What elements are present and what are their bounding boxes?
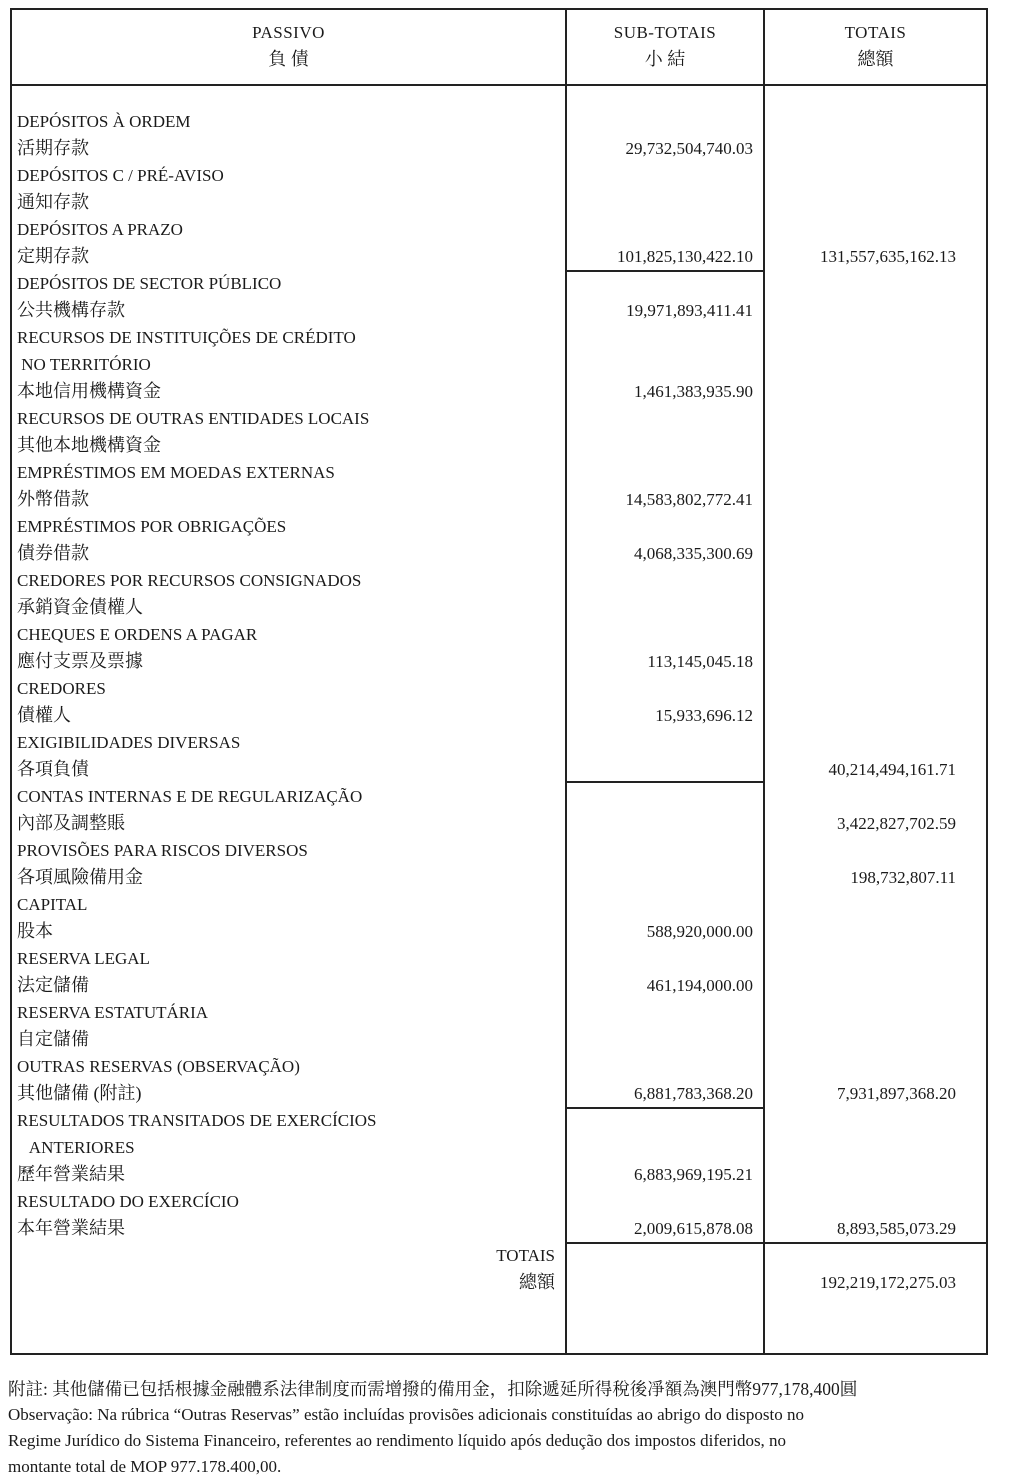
table-row-line xyxy=(12,243,986,270)
table-row-line xyxy=(12,405,986,432)
table-row-line xyxy=(12,459,986,486)
subtotal-value xyxy=(565,837,763,864)
total-value xyxy=(763,135,986,162)
table-row-line xyxy=(12,594,986,621)
table-row-line xyxy=(12,810,986,837)
row-label: EMPRÉSTIMOS POR OBRIGAÇÕES xyxy=(17,517,287,536)
subtotal-value: 113,145,045.18 xyxy=(647,652,753,671)
row-label: 本地信用機構資金 xyxy=(17,381,161,401)
table-row-line xyxy=(12,621,986,648)
total-value xyxy=(763,837,986,864)
header-subtotais-pt: SUB-TOTAIS xyxy=(613,23,717,42)
subtotal-value xyxy=(565,783,763,810)
row-label: 承銷資金債權人 xyxy=(17,597,143,617)
table-row-line xyxy=(12,756,986,783)
total-value xyxy=(763,1053,986,1080)
table-row-line xyxy=(12,135,986,162)
total-value xyxy=(763,297,986,324)
row-label: 定期存款 xyxy=(17,246,89,266)
total-value xyxy=(763,405,986,432)
row-label: DEPÓSITOS C / PRÉ-AVISO xyxy=(17,166,224,185)
subtotal-value xyxy=(565,594,763,621)
table-row-line xyxy=(12,1161,986,1188)
total-value: 40,214,494,161.71 xyxy=(828,760,956,779)
row-label: 各項負債 xyxy=(17,759,89,779)
row-label: 其他儲備 (附註) xyxy=(17,1083,142,1103)
subtotal-value xyxy=(565,567,763,594)
table-row-line xyxy=(12,567,986,594)
subtotal-value xyxy=(565,810,763,837)
total-value xyxy=(763,1026,986,1053)
row-label: 通知存款 xyxy=(17,192,89,212)
table-row-line xyxy=(12,1188,986,1215)
table-row-line xyxy=(12,216,986,243)
row-label: 債權人 xyxy=(17,705,71,725)
subtotal-value xyxy=(565,1053,763,1080)
subtotal-value: 19,971,893,411.41 xyxy=(626,301,753,320)
total-value: 131,557,635,162.13 xyxy=(820,247,956,266)
row-label: 應付支票及票據 xyxy=(17,651,143,671)
row-label: 法定儲備 xyxy=(17,975,89,995)
subtotal-value xyxy=(565,432,763,459)
row-label: CONTAS INTERNAS E DE REGULARIZAÇÃO xyxy=(17,787,363,806)
total-value xyxy=(763,675,986,702)
subtotal-value xyxy=(565,351,763,378)
table-row-line xyxy=(12,729,986,756)
row-label: 其他本地機構資金 xyxy=(17,435,161,455)
table-body xyxy=(10,86,988,1355)
total-value xyxy=(763,432,986,459)
subtotal-value xyxy=(565,675,763,702)
table-row-line xyxy=(12,324,986,351)
total-value xyxy=(763,594,986,621)
subtotal-value xyxy=(565,621,763,648)
header-subtotais-cn: 小 結 xyxy=(644,49,686,69)
subtotal-value: 29,732,504,740.03 xyxy=(625,139,753,158)
subtotal-value xyxy=(565,945,763,972)
table-row-line xyxy=(12,513,986,540)
table-row-line xyxy=(12,918,986,945)
table-row-line xyxy=(12,1134,986,1161)
subtotal-value xyxy=(565,513,763,540)
subtotal-value xyxy=(565,1269,763,1296)
table-row-line xyxy=(12,675,986,702)
row-label: OUTRAS RESERVAS (OBSERVAÇÃO) xyxy=(17,1057,300,1076)
table-row-line xyxy=(12,1026,986,1053)
subtotal-value xyxy=(565,891,763,918)
total-value xyxy=(763,999,986,1026)
total-value: 8,893,585,073.29 xyxy=(763,1215,986,1244)
subtotal-value: 461,194,000.00 xyxy=(646,976,753,995)
subtotal-value: 15,933,696.12 xyxy=(655,706,753,725)
row-label: CREDORES POR RECURSOS CONSIGNADOS xyxy=(17,571,362,590)
subtotal-value xyxy=(565,459,763,486)
total-value xyxy=(763,945,986,972)
row-label: 外幣借款 xyxy=(17,489,89,509)
subtotal-value: 101,825,130,422.10 xyxy=(565,243,763,272)
subtotal-value xyxy=(565,189,763,216)
row-label: RESULTADO DO EXERCÍCIO xyxy=(17,1192,239,1211)
footnote-portuguese-line1: Observação: Na rúbrica “Outras Reservas” estão incluídas provisões adicionais constituídas ao abrigo do disposto no xyxy=(8,1405,804,1424)
header-totais-pt: TOTAIS xyxy=(844,23,907,42)
table-row-line xyxy=(12,945,986,972)
grand-total-label-line xyxy=(12,1242,986,1269)
row-label: CREDORES xyxy=(17,679,106,698)
subtotal-value xyxy=(565,216,763,243)
subtotal-value: 6,883,969,195.21 xyxy=(634,1165,753,1184)
subtotal-value: 4,068,335,300.69 xyxy=(634,544,753,563)
table-row-line xyxy=(12,1107,986,1134)
table-row-line xyxy=(12,891,986,918)
subtotal-value xyxy=(565,108,763,135)
row-label: RESULTADOS TRANSITADOS DE EXERCÍCIOS xyxy=(17,1111,377,1130)
table-rows xyxy=(12,108,986,1296)
total-value xyxy=(763,729,986,756)
table-row-line xyxy=(12,837,986,864)
table-row-line xyxy=(12,189,986,216)
total-value xyxy=(763,459,986,486)
total-value xyxy=(763,918,986,945)
liabilities-table xyxy=(10,8,988,1355)
row-label: CHEQUES E ORDENS A PAGAR xyxy=(17,625,258,644)
table-row-line xyxy=(12,540,986,567)
subtotal-value: 6,881,783,368.20 xyxy=(565,1080,763,1109)
header-totais-cn: 總額 xyxy=(857,49,894,69)
total-value xyxy=(763,1134,986,1161)
header-subtotais xyxy=(565,10,763,84)
column-divider-totals xyxy=(763,86,765,1353)
subtotal-value xyxy=(565,1188,763,1215)
subtotal-value xyxy=(565,1242,763,1269)
total-value xyxy=(763,1107,986,1134)
table-row-line xyxy=(12,270,986,297)
subtotal-value xyxy=(565,864,763,891)
row-label: 內部及調整賬 xyxy=(17,813,125,833)
row-label: RECURSOS DE OUTRAS ENTIDADES LOCAIS xyxy=(17,409,370,428)
row-label: 債券借款 xyxy=(17,543,89,563)
total-value xyxy=(763,486,986,513)
total-value xyxy=(763,1242,986,1269)
total-value xyxy=(763,189,986,216)
table-row-line xyxy=(12,648,986,675)
total-value xyxy=(763,783,986,810)
row-label: RESERVA ESTATUTÁRIA xyxy=(17,1003,209,1022)
total-value: 7,931,897,368.20 xyxy=(837,1084,956,1103)
table-row-line xyxy=(12,1053,986,1080)
total-value xyxy=(763,351,986,378)
subtotal-value xyxy=(565,270,763,297)
grand-total-value-line xyxy=(12,1269,986,1296)
total-value xyxy=(763,621,986,648)
row-label: DEPÓSITOS À ORDEM xyxy=(17,112,191,131)
row-label: 公共機構存款 xyxy=(17,300,125,320)
row-label: 自定儲備 xyxy=(17,1029,89,1049)
table-header xyxy=(10,8,988,86)
subtotal-value xyxy=(565,405,763,432)
subtotal-value: 2,009,615,878.08 xyxy=(565,1215,763,1244)
row-label: 歷年營業結果 xyxy=(17,1164,125,1184)
footnote-portuguese-line2: Regime Jurídico do Sistema Financeiro, referentes ao rendimento líquido após dedução dos impostos diferidos, no xyxy=(8,1431,787,1450)
table-row-line xyxy=(12,486,986,513)
table-row-line xyxy=(12,432,986,459)
subtotal-value: 1,461,383,935.90 xyxy=(634,382,753,401)
row-label: PROVISÕES PARA RISCOS DIVERSOS xyxy=(17,841,308,860)
header-passivo-cn: 負 債 xyxy=(268,49,309,69)
table-row-line xyxy=(12,351,986,378)
total-value: 198,732,807.11 xyxy=(850,868,956,887)
header-passivo-pt: PASSIVO xyxy=(252,23,325,42)
table-row-line xyxy=(12,864,986,891)
subtotal-value xyxy=(565,162,763,189)
total-value xyxy=(763,378,986,405)
subtotal-value: 14,583,802,772.41 xyxy=(625,490,753,509)
row-label: 股本 xyxy=(17,921,53,941)
row-label: CAPITAL xyxy=(17,895,88,914)
table-row-line xyxy=(12,1215,986,1242)
footnote-chinese: 附註: 其他儲備已包括根據金融體系法律制度而需增撥的備用金，扣除遞延所得稅後凈額為澳門幣977,178,400圓 xyxy=(8,1379,858,1399)
row-label: DEPÓSITOS DE SECTOR PÚBLICO xyxy=(17,274,282,293)
row-label: RECURSOS DE INSTITUIÇÕES DE CRÉDITO xyxy=(17,328,356,347)
row-label: TOTAIS xyxy=(496,1246,555,1265)
subtotal-value xyxy=(565,756,763,783)
subtotal-value xyxy=(565,324,763,351)
total-value xyxy=(763,162,986,189)
total-value xyxy=(763,648,986,675)
table-row-line xyxy=(12,108,986,135)
total-value xyxy=(763,702,986,729)
total-value xyxy=(763,1161,986,1188)
header-totais xyxy=(763,10,986,84)
table-row-line xyxy=(12,702,986,729)
row-label: 活期存款 xyxy=(17,138,89,158)
total-value xyxy=(763,513,986,540)
total-value: 3,422,827,702.59 xyxy=(837,814,956,833)
total-value xyxy=(763,567,986,594)
row-label: DEPÓSITOS A PRAZO xyxy=(17,220,183,239)
row-label: RESERVA LEGAL xyxy=(17,949,150,968)
table-row-line xyxy=(12,972,986,999)
row-label: 各項風險備用金 xyxy=(17,867,143,887)
table-row-line xyxy=(12,999,986,1026)
total-value xyxy=(763,1188,986,1215)
row-label: NO TERRITÓRIO xyxy=(17,355,151,374)
subtotal-value xyxy=(565,999,763,1026)
table-row-line xyxy=(12,297,986,324)
total-value xyxy=(763,108,986,135)
row-label: EXIGIBILIDADES DIVERSAS xyxy=(17,733,241,752)
total-value: 192,219,172,275.03 xyxy=(820,1273,956,1292)
total-value xyxy=(763,972,986,999)
table-row-line xyxy=(12,783,986,810)
footnotes xyxy=(8,1376,1008,1480)
subtotal-value xyxy=(565,1134,763,1161)
subtotal-value: 588,920,000.00 xyxy=(646,922,753,941)
subtotal-value xyxy=(565,1107,763,1134)
row-label: 總額 xyxy=(519,1272,555,1292)
subtotal-value xyxy=(565,729,763,756)
total-value xyxy=(763,891,986,918)
row-label: ANTERIORES xyxy=(17,1138,135,1157)
total-value xyxy=(763,270,986,297)
total-value xyxy=(763,324,986,351)
row-label: 本年營業結果 xyxy=(17,1218,125,1238)
column-divider-subtotals xyxy=(565,86,567,1353)
table-row-line xyxy=(12,378,986,405)
table-row-line xyxy=(12,1080,986,1107)
total-value xyxy=(763,216,986,243)
row-label: EMPRÉSTIMOS EM MOEDAS EXTERNAS xyxy=(17,463,335,482)
total-value xyxy=(763,540,986,567)
footnote-portuguese-line3: montante total de MOP 977.178.400,00. xyxy=(8,1457,282,1476)
table-row-line xyxy=(12,162,986,189)
header-passivo xyxy=(12,10,565,84)
subtotal-value xyxy=(565,1026,763,1053)
